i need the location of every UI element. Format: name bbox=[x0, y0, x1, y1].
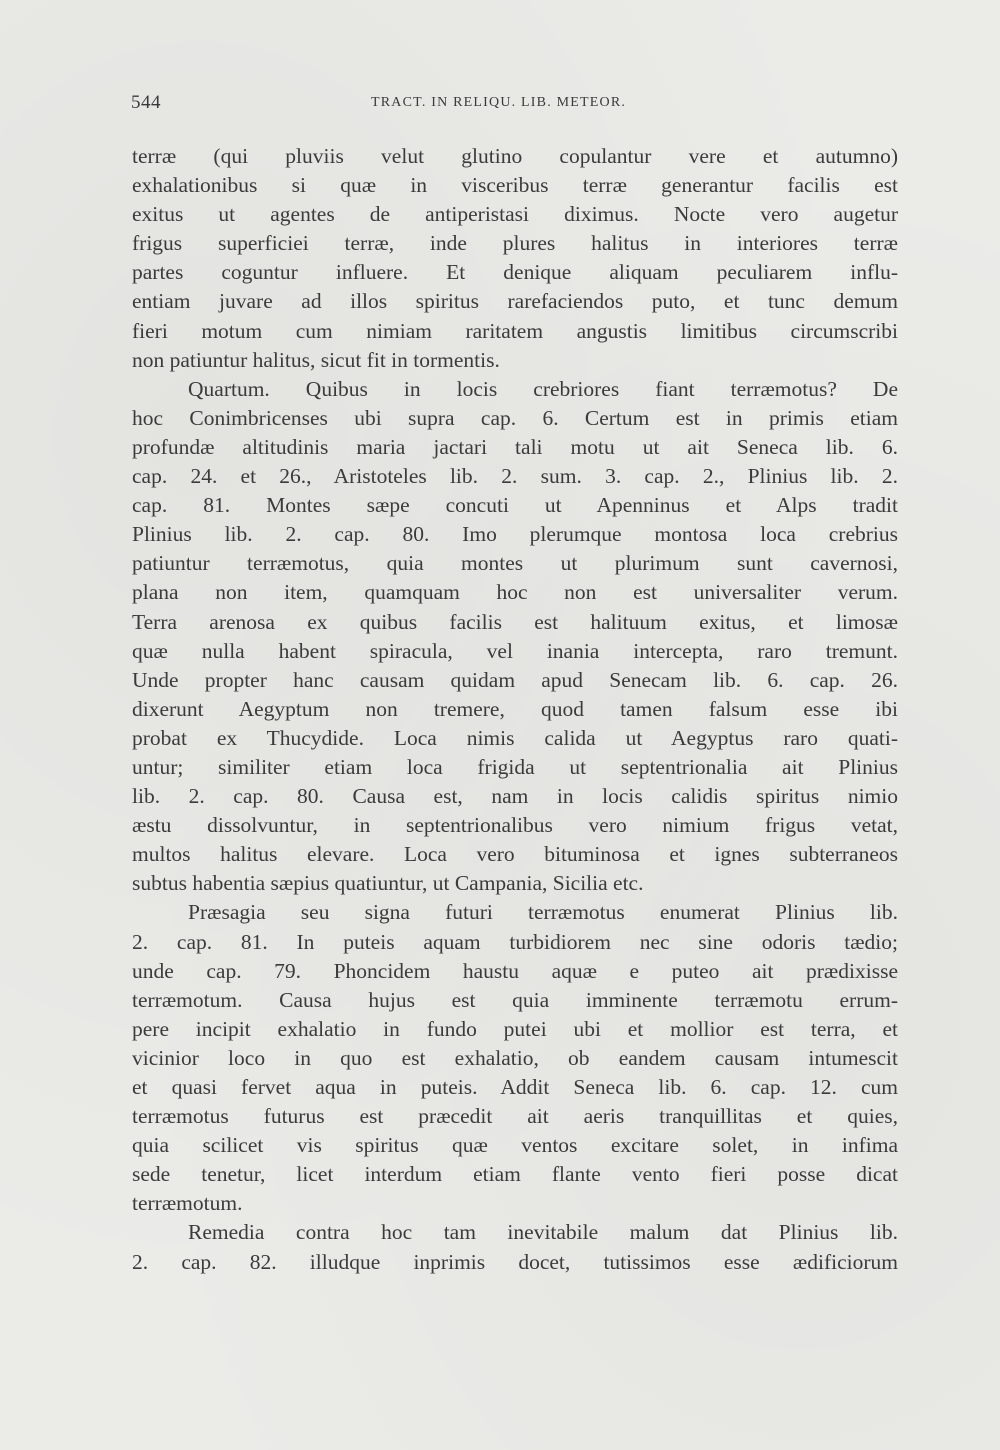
text-line: terræmotus futurus est præcedit ait aeris tranquillitas et quies, bbox=[132, 1104, 898, 1129]
text-line: Plinius lib. 2. cap. 80. Imo plerumque montosa loca crebrius bbox=[132, 522, 898, 547]
text-line: partes coguntur influere. Et denique aliquam peculiarem influ- bbox=[132, 260, 898, 285]
text-line: hoc Conimbricenses ubi supra cap. 6. Certum est in primis etiam bbox=[132, 405, 898, 430]
text-line: 2. cap. 81. In puteis aquam turbidiorem nec sine odoris tædio; bbox=[132, 929, 898, 954]
running-head bbox=[131, 92, 903, 122]
text-line: lib. 2. cap. 80. Causa est, nam in locis calidis spiritus nimio bbox=[132, 784, 898, 809]
text-line: Unde propter hanc causam quidam apud Senecam lib. 6. cap. 26. bbox=[132, 667, 898, 692]
body-text bbox=[132, 142, 898, 1277]
text-line: vicinior loco in quo est exhalatio, ob eandem causam intumescit bbox=[132, 1045, 898, 1070]
text-line: probat ex Thucydide. Loca nimis calida ut Aegyptus raro quati- bbox=[132, 725, 898, 750]
text-line: terræmotum. bbox=[132, 1191, 243, 1216]
text-line: quæ nulla habent spiracula, vel inania intercepta, raro tremunt. bbox=[132, 638, 898, 663]
text-line: untur; similiter etiam loca frigida ut septentrionalia ait Plinius bbox=[132, 754, 898, 779]
text-line: terræ (qui pluviis velut glutino copulantur vere et autumno) bbox=[132, 144, 898, 168]
text-line: patiuntur terræmotus, quia montes ut plurimum sunt cavernosi, bbox=[132, 551, 898, 576]
text-line: multos halitus elevare. Loca vero bituminosa et ignes subterraneos bbox=[132, 842, 898, 867]
text-line: Remedia contra hoc tam inevitabile malum dat Plinius lib. bbox=[188, 1220, 898, 1245]
text-line: sede tenetur, licet interdum etiam flante vento fieri posse dicat bbox=[132, 1162, 898, 1187]
text-line: Quartum. Quibus in locis crebriores fiant terræmotus? De bbox=[188, 376, 898, 401]
text-line: 2. cap. 82. illudque inprimis docet, tutissimos esse ædificiorum bbox=[132, 1249, 898, 1274]
text-line: cap. 24. et 26., Aristoteles lib. 2. sum. 3. cap. 2., Plinius lib. 2. bbox=[132, 464, 898, 489]
text-line: Præsagia seu signa futuri terræmotus enumerat Plinius lib. bbox=[188, 900, 898, 925]
text-line: dixerunt Aegyptum non tremere, quod tamen falsum esse ibi bbox=[132, 696, 898, 721]
text-line: exhalationibus si quæ in visceribus terræ generantur facilis est bbox=[132, 173, 898, 198]
text-line: cap. 81. Montes sæpe concuti ut Apenninus et Alps tradit bbox=[132, 493, 898, 518]
running-title: TRACT. IN RELIQU. LIB. METEOR. bbox=[371, 95, 627, 110]
text-line: fieri motum cum nimiam raritatem angustis limitibus circumscribi bbox=[132, 318, 898, 343]
text-line: Terra arenosa ex quibus facilis est halituum exitus, et limosæ bbox=[132, 609, 898, 634]
text-line: profundæ altitudinis maria jactari tali motu ut ait Seneca lib. 6. bbox=[132, 434, 898, 459]
text-line: frigus superficiei terræ, inde plures halitus in interiores terræ bbox=[132, 231, 898, 256]
text-line: exitus ut agentes de antiperistasi diximus. Nocte vero augetur bbox=[132, 202, 898, 227]
text-line: quia scilicet vis spiritus quæ ventos excitare solet, in infima bbox=[132, 1133, 898, 1158]
text-line: terræmotum. Causa hujus est quia imminente terræmotu errum- bbox=[132, 987, 898, 1012]
text-line: unde cap. 79. Phoncidem haustu aquæ e puteo ait prædixisse bbox=[132, 958, 898, 983]
text-line: subtus habentia sæpius quatiuntur, ut Campania, Sicilia etc. bbox=[132, 871, 644, 896]
text-line: et quasi fervet aqua in puteis. Addit Seneca lib. 6. cap. 12. cum bbox=[132, 1075, 898, 1099]
page-number: 544 bbox=[131, 92, 161, 113]
text-line: entiam juvare ad illos spiritus rarefaciendos puto, et tunc demum bbox=[132, 289, 898, 314]
text-line: pere incipit exhalatio in fundo putei ubi et mollior est terra, et bbox=[132, 1016, 898, 1041]
text-line: non patiuntur halitus, sicut fit in tormentis. bbox=[132, 347, 500, 372]
text-line: plana non item, quamquam hoc non est universaliter verum. bbox=[132, 580, 898, 605]
text-line: æstu dissolvuntur, in septentrionalibus vero nimium frigus vetat, bbox=[132, 813, 898, 838]
